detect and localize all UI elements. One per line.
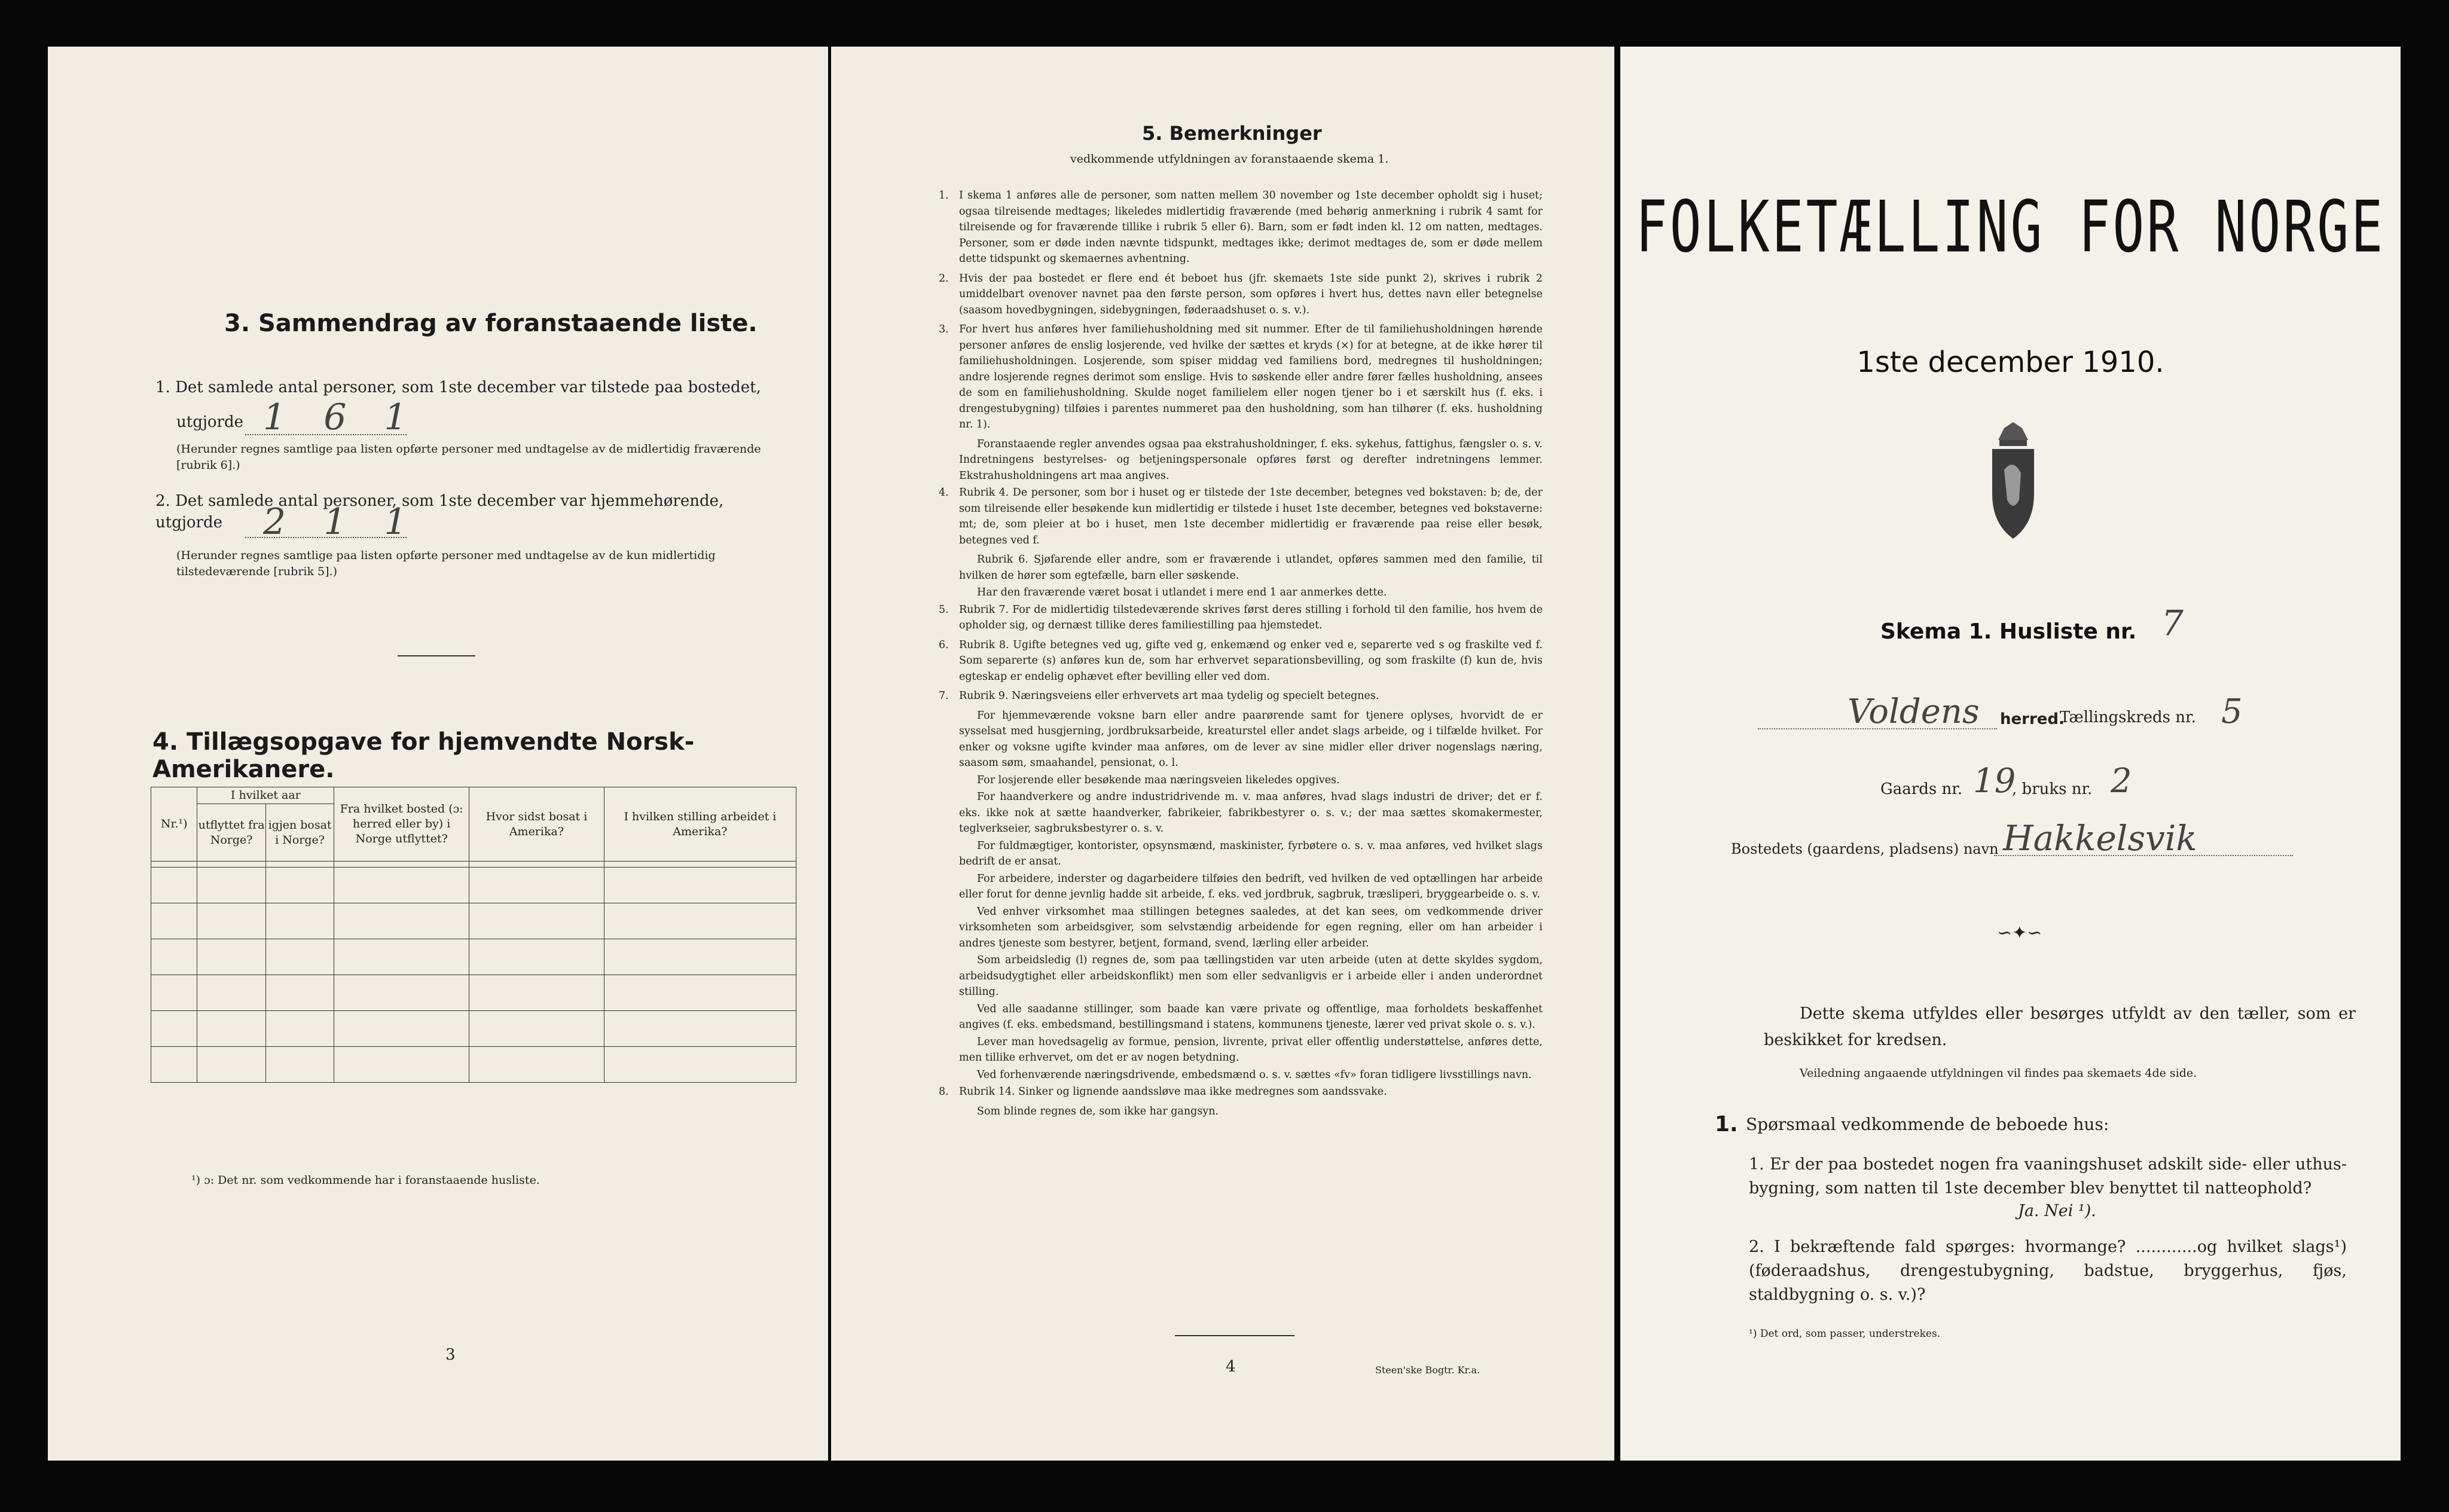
summary-item-1-utgjorde: utgjorde [176,413,244,431]
col-nr-header: Nr.¹) [151,787,197,862]
note-text: For haandverkere og andre industridrivende m. v. maa anføres, hvad slags industri de driver; det er f. eks. ikke nok at sætte haandverker, fabrikeier, fabrikbestyrer o. s. v.; der maa sættes skomakermester, teglverkseier, sagbruksbestyrer o. s. v. [959,791,1543,835]
norsk-amerikanere-table [151,787,796,1083]
husliste-nr-value: 7 [2161,603,2184,643]
note-item [939,436,1543,484]
question-1: 1. Er der paa bostedet nogen fra vaaningshuset adskilt side- eller uthus-bygning, som natten til 1ste december blev benyttet til natteophold? [1749,1155,2347,1198]
herred-value: Voldens [1848,692,1980,731]
note-item [939,871,1543,903]
note-item [939,688,1543,704]
note-item [939,708,1543,771]
table-row [151,939,796,975]
kreds-value: 5 [2221,692,2243,731]
summary-item-2: 2. Det samlede antal personer, som 1ste december var hjemmehørende, utgjorde [155,492,724,532]
note-text: Foranstaaende regler anvendes ogsaa paa ekstrahusholdninger, f. eks. sykehus, fattighus, fængsler o. s. v. Indretningens bestyrelses- og betjeningspersonale opføres først og derefter indretningens lemmer. Ekstrahusholdningens art maa angives. [959,438,1543,482]
note-item [939,789,1543,837]
note-item [939,485,1543,548]
summary-item-1: 1. Det samlede antal personer, som 1ste december var tilstede paa bostedet, [155,378,761,396]
section-4-title: 4. Tillægsopgave for hjemvendte Norsk-Amerikanere. [152,728,695,783]
table-row [151,1011,796,1047]
note-number: 2. [939,272,949,285]
note-text: Ved enhver virksomhet maa stillingen betegnes saaledes, at det kan sees, om vedkommende driver virksomheten som arbeidsgiver, som selvstændig arbeidende for egen regning, eller om han arbeider i andres tjeneste som bestyrer, betjent, formand, svend, lærling eller arbeider. [959,905,1543,949]
summary-item-2-value: 2 1 1 [263,501,420,543]
questions-number: 1. [1715,1112,1738,1137]
skema-label: Skema 1. Husliste nr. [1880,619,2137,644]
note-number: 6. [939,639,949,651]
col-hvor-header: Hvor sidst bosat i Amerika? [469,787,604,862]
bemerkninger-subtitle: vedkommende utfyldningen av foranstaaende skema 1. [1070,152,1389,166]
note-text: For fuldmægtiger, kontorister, opsynsmænd, maskinister, fyrbøtere o. s. v. maa anføres, ved hvilket slags bedrift de er ansat. [959,839,1543,868]
intro-small: Veiledning angaaende utfyldningen vil findes paa skemaets 4de side. [1800,1067,2197,1080]
summary-item-1-line [245,434,407,435]
page-number: 4 [1226,1358,1236,1376]
bruks-value: 2 [2111,762,2132,801]
question-1-answer: Ja. Nei ¹). [2018,1202,2096,1220]
note-item [939,552,1543,584]
kreds-label: Tællingskreds nr. [2060,708,2196,726]
note-text: Rubrik 4. De personer, som bor i huset og er tilstede der 1ste december, betegnes ved bokstaven: b; de, der som tilreisende eller besøkende kun midlertidig er tilstede i huset 1ste december, betegnes ved bokstaverne: mt; de, som pleier at bo i huset, men 1ste december midlertidig er fraværende paa reise eller besøk, betegnes ved f. [959,487,1543,546]
summary-item-2-line [245,537,407,538]
col-stilling-header: I hvilken stilling arbeidet i Amerika? [604,787,796,862]
table-row [151,868,796,903]
note-item [939,271,1543,319]
note-item [939,772,1543,789]
note-number: 4. [939,487,949,499]
note-text: I skema 1 anføres alle de personer, som natten mellem 30 november og 1ste december opholdt sig i huset; ogsaa tilreisende medtages; likeledes midlertidig fraværende (med behørig anmerkning i rubrik 4 samt for tilreisende og for fraværende tillike i rubrik 5 eller 6). Barn, som er født inden kl. 12 om natten, medtages. Personer, som er døde inden nævnte tidspunkt, medtages ikke; derimot medtages de, som er døde mellem dette tidspunkt og skemaernes avhentning. [959,190,1543,265]
census-date: 1ste december 1910. [1856,346,2164,379]
note-text: Rubrik 6. Sjøfarende eller andre, som er fraværende i utlandet, opføres sammen med den familie, til hvilken de hører som egtefælle, barn eller søskende. [959,554,1543,582]
note-item [939,1001,1543,1033]
census-title: FOLKETÆLLING FOR NORGE [1635,185,2386,269]
bruks-label: , bruks nr. [2012,780,2093,798]
intro-text: Dette skema utfyldes eller besørges utfyldt av den tæller, som er beskikket for kredsen. [1764,1004,2356,1049]
table-footnote: ¹) ɔ: Det nr. som vedkommende har i foranstaaende husliste. [191,1174,540,1187]
note-number: 1. [939,190,949,201]
note-item [939,188,1543,267]
note-text: Rubrik 7. For de midlertidig tilstedeværende skrives først deres stilling i forhold til den familie, hos hvem de opholder sig, og dernæst tillike deres familiestilling paa hjemstedet. [959,603,1543,631]
table-row [151,903,796,939]
note-text: For hjemmeværende voksne barn eller andre paarørende samt for tjenere oplyses, hvorvidt de er sysselsat med husgjerning, jordbruksarbeide, kreaturstel eller andet slags arbeide, og i tilfælde hvilket. For enker og voksne ugifte kvinder maa anføres, om de lever av sine midler eller driver nogenslags næring, saasom søm, smaahandel, pensionat, o. l. [959,709,1543,769]
divider [398,655,475,656]
herred-label: herred. [2000,710,2065,728]
note-item [939,322,1543,433]
note-item [939,1084,1543,1100]
note-item [939,838,1543,870]
note-text: Som arbeidsledig (l) regnes de, som paa tællingstiden var uten arbeide (uten at dette skyldes sygdom, arbeidsudygtighet eller arbeidskonflikt) men som eller sedvanligvis er i arbeide eller i anden underordnet stilling. [959,954,1543,998]
note-text: For arbeidere, inderster og dagarbeidere tilføies den bedrift, ved hvilken de ved optællingen har arbeide eller forut for denne jevnlig hadde sit arbeide, f. eks. ved jordbruk, sagbruk, træsliperi, bryggearbeide o. s. v. [959,872,1543,900]
col-group-header: I hvilket aar [197,787,334,804]
note-text: Rubrik 14. Sinker og lignende aandssløve maa ikke medregnes som aandssvake. [959,1086,1387,1098]
note-item [939,585,1543,601]
bemerkninger-title: 5. Bemerkninger [1142,122,1322,145]
note-item [939,1034,1543,1066]
bosted-label: Bostedets (gaardens, pladsens) navn [1731,841,1999,857]
bosted-value: Hakkelsvik [2003,818,2197,859]
ornament: ∽✦∽ [1997,923,2042,943]
note-item [939,1067,1543,1083]
note-text: Hvis der paa bostedet er flere end ét beboet hus (jfr. skemaets 1ste side punkt 2), skrives i rubrik 2 umiddelbart ovenover navnet paa den første person, som opføres i hvert hus, dettes navn eller betegnelse (saasom hovedbygningen, sidebygningen, føderaadshuset o. s. v.). [959,272,1543,316]
cover-footnote: ¹) Det ord, som passer, understrekes. [1749,1328,1941,1340]
note-text: Har den fraværende været bosat i utlandet i mere end 1 aar anmerkes dette. [977,587,1387,598]
note-text: Ved alle saadanne stillinger, som baade kan være private og offentlige, maa forholdets beskaffenhet angives (f. eks. embedsmand, bestillingsmand i statens, kommunens tjeneste, lærer ved privat skole o. s. v.). [959,1003,1543,1031]
note-number: 5. [939,603,949,616]
page-number: 3 [445,1346,456,1364]
note-text: Som blinde regnes de, som ikke har gangsyn. [977,1105,1219,1117]
questions-heading: Spørsmaal vedkommende de beboede hus: [1746,1114,2109,1134]
gaards-value: 19 [1973,762,2016,801]
note-item [939,602,1543,634]
section-3-title: 3. Sammendrag av foranstaaende liste. [224,310,758,337]
note-item [939,904,1543,952]
note-text: Lever man hovedsagelig av formue, pension, livrente, privat eller offentlig understøttelse, anføres dette, men tillike erhvervet, om det er av nogen betydning. [959,1036,1543,1064]
table-row [151,1047,796,1083]
note-number: 3. [939,323,949,335]
table-row [151,975,796,1011]
note-text: Rubrik 8. Ugifte betegnes ved ug, gifte ved g, enkemænd og enker ved e, separerte ved s og fraskilte ved f. Som separerte (s) anføres kun de, som har erhvervet separationsbevilling, og som fraskilte (f) kun de, hvis egteskap er endelig ophævet efter bevilling eller ved dom. [959,639,1543,683]
note-item [939,1104,1543,1120]
note-text: For losjerende eller besøkende maa næringsveien likeledes opgives. [977,774,1340,786]
divider [1175,1335,1294,1336]
note-text: Ved forhenværende næringsdrivende, embedsmænd o. s. v. sættes «fv» foran tidligere livsstillings navn. [977,1068,1532,1081]
summary-item-2-note: (Herunder regnes samtlige paa listen opførte personer med undtagelse av de kun midlertidig tilstedeværende [rubrik 5].) [176,549,716,578]
note-item [939,952,1543,1000]
gaards-label: Gaards nr. [1880,780,1963,798]
note-number: 7. [939,690,949,702]
note-text: For hvert hus anføres hver familiehusholdning med sit nummer. Efter de til familiehusholdningen hørende personer anføres de enslig losjerende, ved hvilke der sættes et kryds (×) for at betegne, at de ikke hører til familiehusholdningen. Losjerende, som spiser middag ved familiens bord, medregnes til husholdningen; andre losjerende regnes derimot som enslige. Hvis to søskende eller andre fører fælles husholdning, ansees de som en familiehusholdning. Skulde noget familielem eller nogen tjener bo i et særskilt hus (f. eks. i drengestubygning) tilføies i parentes nummeret paa den husholdning, som han tilhører (f. eks. husholdning nr. 1). [959,323,1543,430]
bemerkninger-list [939,188,1543,1120]
col-fra-header: Fra hvilket bosted (ɔ: herred eller by) i Norge utflyttet? [334,787,469,862]
page-1-cover [1620,47,2401,1461]
note-text: Rubrik 9. Næringsveiens eller erhvervets art maa tydelig og specielt betegnes. [959,690,1379,702]
summary-item-1-note: (Herunder regnes samtlige paa listen opførte personer med undtagelse av de midlertidig fraværende [rubrik 6].) [176,442,761,472]
note-item [939,637,1543,685]
question-2: 2. I bekræftende fald spørges: hvormange? ............og hvilket slags¹) (føderaadshus, drengestubygning, badstue, bryggerhus, fjøs, staldbygning o. s. v.)? [1749,1238,2347,1304]
summary-item-1-value: 1 6 1 [263,396,420,438]
page-3 [48,47,828,1461]
col-igjen-header: igjen bosat i Norge? [265,804,334,862]
printer-credit: Steen'ske Bogtr. Kr.a. [1375,1364,1480,1376]
page-4 [831,47,1614,1461]
col-utflyttet-header: utflyttet fra Norge? [197,804,265,862]
coat-of-arms-icon [1986,422,2040,542]
note-number: 8. [939,1086,949,1098]
